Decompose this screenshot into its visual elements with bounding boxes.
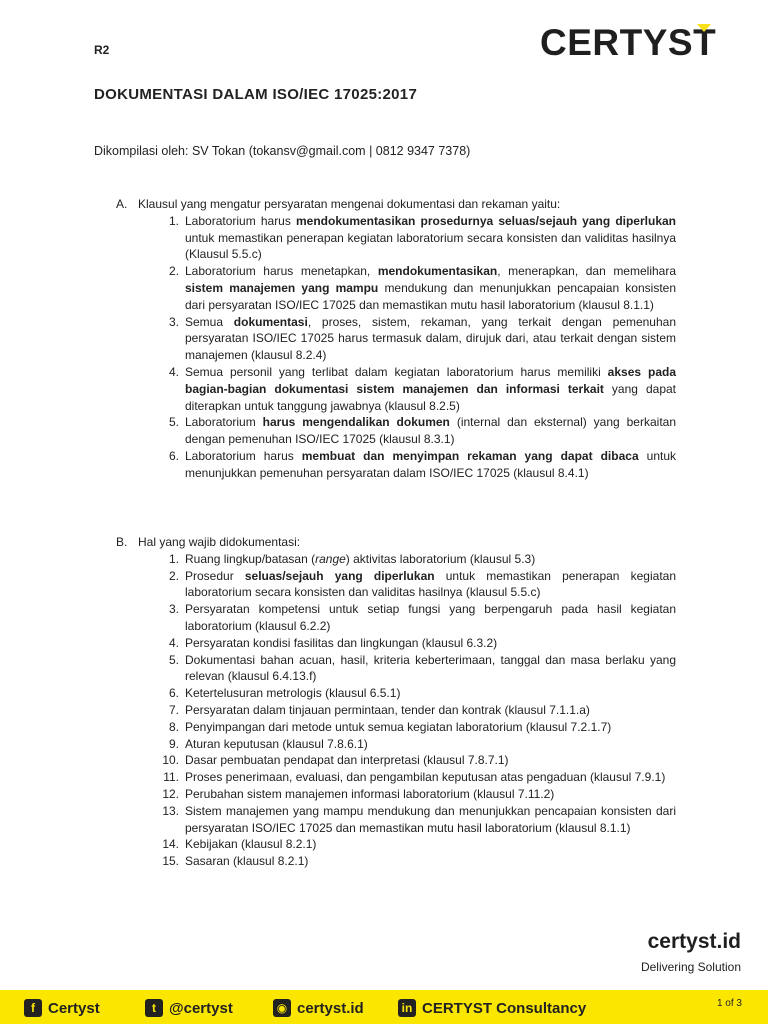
section-heading-text: Hal yang wajib didokumentasi:: [138, 535, 301, 549]
section-a-heading: [116, 196, 676, 213]
list-item: [116, 719, 676, 736]
facebook-icon: f: [24, 999, 42, 1017]
list-item-number: 2.: [168, 568, 179, 583]
list-item-text: Sistem manajemen yang mampu mendukung dan menunjukkan pencapaian konsisten dari persyaratan ISO/IEC 17025 dan memastikan mutu hasil laboratorium (klausul 8.1.1): [185, 803, 676, 835]
section-heading-text: Klausul yang mengatur persyaratan mengenai dokumentasi dan rekaman yaitu:: [138, 197, 561, 211]
list-item: [116, 769, 676, 786]
list-item-number: 3.: [168, 602, 179, 617]
section-letter: B.: [116, 535, 128, 549]
section-a: [116, 196, 676, 482]
section-b: [116, 534, 676, 870]
footer-bar: [0, 990, 768, 1024]
list-item-emphasis: mendokumentasikan: [377, 264, 498, 279]
page-number: 1 of 3: [716, 998, 742, 1009]
list-item-number: 8.: [168, 719, 179, 734]
brand-block: [641, 930, 741, 974]
list-item-text: mendukung dan menunjukkan pencapaian konsisten dari persyaratan ISO/IEC 17025 dan memastikan mutu hasil laboratorium (klausul 8.1.1): [185, 280, 676, 312]
list-item: [116, 836, 676, 853]
list-item: [116, 263, 676, 313]
linkedin-icon: in: [398, 999, 416, 1017]
list-item-text: Semua personil yang terlibat dalam kegiatan laboratorium harus memiliki: [185, 364, 608, 379]
list-item-number: 1.: [168, 551, 179, 566]
list-item: [116, 364, 676, 414]
list-item: [116, 702, 676, 719]
logo-wordmark: CERTYST: [540, 22, 717, 63]
list-item-text: Penyimpangan dari metode untuk semua kegiatan laboratorium (klausul 7.2.1.7): [185, 719, 612, 734]
footer-facebook[interactable]: [24, 997, 100, 1019]
list-item-text: Dasar pembuatan pendapat dan interpretasi (klausul 7.8.7.1): [185, 753, 509, 768]
list-item-text: Dokumentasi bahan acuan, hasil, kriteria keberterimaan, tanggal dan masa berlaku yang relevan (klausul 6.4.13.f): [185, 652, 676, 684]
list-item-number: 4.: [168, 635, 179, 650]
list-item: [116, 568, 676, 602]
list-item-text: Perubahan sistem manajemen informasi laboratorium (klausul 7.11.2): [185, 786, 555, 801]
list-item-emphasis: seluas/sejauh yang diperlukan: [244, 568, 435, 583]
list-item-text: Proses penerimaan, evaluasi, dan pengambilan keputusan atas pengaduan (klausul 7.9.1): [185, 770, 666, 785]
list-item-text: untuk memastikan penerapan kegiatan laboratorium secara konsisten dan validitas hasilnya (klausul 5.5.c): [185, 568, 676, 600]
footer-instagram-label: certyst.id: [297, 999, 364, 1017]
list-item-text: Semua: [185, 314, 234, 329]
list-item-number: 2.: [168, 264, 179, 279]
list-item-text: Persyaratan dalam tinjauan permintaan, tender dan kontrak (klausul 7.1.1.a): [185, 702, 590, 717]
brand-site: certyst.id: [647, 930, 741, 953]
list-item-text: (internal dan eksternal) yang berkaitan dengan pemenuhan ISO/IEC 17025 (klausul 8.3.1): [185, 415, 676, 447]
list-item-emphasis: dokumentasi: [233, 314, 308, 329]
list-item: [116, 652, 676, 686]
list-item-text: Persyaratan kompetensi untuk setiap fungsi yang berpengaruh pada hasil kegiatan laboratorium (klausul 6.2.2): [185, 602, 676, 633]
list-item-text: Persyaratan kondisi fasilitas dan lingkungan (klausul 6.3.2): [185, 635, 498, 650]
list-item-emphasis: mendokumentasikan prosedurnya seluas/sejauh yang diperlukan: [296, 213, 676, 228]
list-item-number: 15.: [162, 854, 179, 869]
list-item-number: 11.: [163, 770, 179, 785]
section-b-list: [116, 551, 676, 870]
list-item: [116, 786, 676, 803]
list-item: [116, 736, 676, 753]
certyst-logo: [540, 22, 740, 64]
list-item-number: 7.: [168, 702, 179, 717]
list-item-number: 5.: [168, 652, 179, 667]
list-item-number: 1.: [168, 213, 179, 228]
list-item: [116, 448, 676, 482]
footer-facebook-label: Certyst: [48, 999, 100, 1017]
section-a-list: [116, 213, 676, 482]
list-item: [116, 803, 676, 837]
list-item-number: 6.: [168, 448, 179, 463]
list-item: [116, 213, 676, 263]
list-item-number: 9.: [168, 736, 179, 751]
list-item: [116, 635, 676, 652]
list-item-emphasis: akses pada bagian-bagian dokumentasi sistem manajemen dan informasi terkait: [185, 364, 676, 396]
list-item: [116, 551, 676, 568]
list-item-text: Ruang lingkup/batasan (: [185, 551, 316, 566]
list-item-text: Laboratorium: [185, 415, 263, 430]
section-letter: A.: [116, 197, 128, 211]
instagram-icon: ◉: [273, 999, 291, 1017]
list-item-text: yang dapat diterapkan untuk tanggung jawabnya (klausul 8.2.5): [185, 381, 676, 413]
list-item-number: 13.: [162, 803, 179, 818]
list-item-text: Sasaran (klausul 8.2.1): [185, 854, 309, 869]
list-item-number: 5.: [168, 415, 179, 430]
list-item-text: Kebijakan (klausul 8.2.1): [185, 837, 317, 852]
list-item: [116, 601, 676, 635]
section-b-heading: [116, 534, 676, 551]
footer-instagram[interactable]: [273, 997, 364, 1019]
list-item-text: Ketertelusuran metrologis (klausul 6.5.1): [185, 686, 401, 701]
list-item: [116, 414, 676, 448]
list-item-number: 10.: [162, 753, 179, 768]
list-item-text: Laboratorium harus: [185, 448, 302, 463]
list-item-emphasis: membuat dan menyimpan rekaman yang dapat dibaca: [301, 448, 639, 463]
list-item: [116, 685, 676, 702]
footer-linkedin[interactable]: [398, 997, 586, 1019]
list-item: [116, 752, 676, 769]
list-item-emphasis: harus mengendalikan dokumen: [262, 415, 450, 430]
footer-linkedin-label: CERTYST Consultancy: [422, 999, 587, 1017]
compiled-by: Dikompilasi oleh: SV Tokan (tokansv@gmail.com | 0812 9347 7378): [94, 144, 471, 158]
list-item-text: Laboratorium harus: [185, 213, 296, 228]
list-item: [116, 853, 676, 870]
list-item-text: Laboratorium harus menetapkan,: [185, 264, 378, 279]
list-item-text: untuk memastikan penerapan kegiatan laboratorium secara konsisten dan validitas hasilnya (Klausul 5.5.c): [185, 230, 676, 262]
list-item-number: 14.: [162, 837, 179, 852]
list-item: [116, 314, 676, 364]
twitter-icon: t: [145, 999, 163, 1017]
list-item-emphasis: sistem manajemen yang mampu: [185, 280, 379, 295]
brand-tagline: Delivering Solution: [640, 960, 741, 974]
list-item-text: range: [315, 551, 346, 566]
list-item-text: Aturan keputusan (klausul 7.8.6.1): [185, 736, 368, 751]
page-id: R2: [94, 43, 110, 57]
footer-twitter[interactable]: [145, 997, 233, 1019]
list-item-text: , proses, sistem, rekaman, yang terkait dengan pemenuhan persyaratan ISO/IEC 17025 harus termasuk dalam, dirujuk dari, atau terkait dengan sistem manajemen (klausul 8.2.4): [185, 314, 676, 363]
logo-accent-icon: [697, 24, 711, 32]
footer-twitter-label: @certyst: [169, 999, 233, 1017]
list-item-number: 6.: [168, 686, 179, 701]
list-item-number: 12.: [162, 786, 179, 801]
list-item-text: ) aktivitas laboratorium (klausul 5.3): [345, 551, 536, 566]
list-item-text: Prosedur: [185, 568, 245, 583]
list-item-number: 3.: [168, 314, 179, 329]
document-title: DOKUMENTASI DALAM ISO/IEC 17025:2017: [94, 86, 418, 103]
list-item-text: , menerapkan, dan memelihara: [497, 264, 677, 279]
list-item-number: 4.: [168, 364, 179, 379]
list-item-text: untuk menunjukkan pemenuhan persyaratan dalam ISO/IEC 17025 (klausul 8.4.1): [185, 448, 676, 480]
